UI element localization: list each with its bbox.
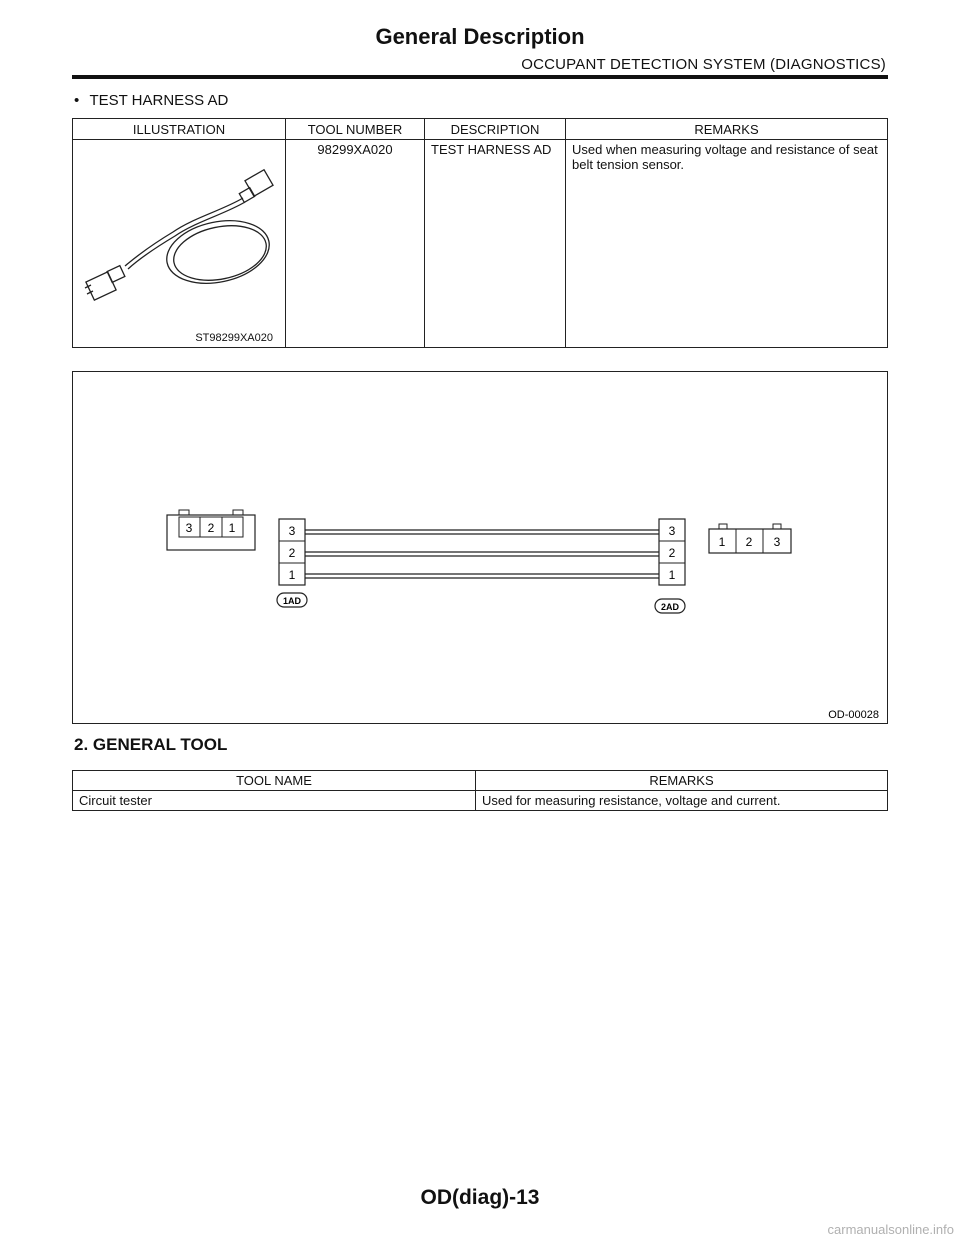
bullet-marker: • [74,92,80,109]
tool-number-cell: 98299XA020 [286,140,425,348]
right-connector [709,524,791,553]
header-rule [72,75,888,79]
connector-label-2ad [655,599,685,613]
description-cell: TEST HARNESS AD [425,140,566,348]
left-harness-pin: 1 [288,568,296,582]
right-connector-pin: 1 [718,535,726,549]
illustration-code: ST98299XA020 [195,332,273,344]
page-subtitle: OCCUPANT DETECTION SYSTEM (DIAGNOSTICS) [521,56,886,73]
harness-schematic [73,372,887,723]
right-harness-pin: 1 [668,568,676,582]
page-number: OD(diag)-13 [420,1186,540,1209]
left-connector-pin: 3 [185,521,193,535]
wiring-diagram [72,371,888,724]
table-row [73,791,888,811]
left-connector [167,510,255,550]
general-tool-table [72,770,888,811]
column-header-description: DESCRIPTION [425,119,566,140]
left-connector-pin: 2 [207,521,215,535]
right-harness-pin: 3 [668,524,676,538]
tool-remarks-cell: Used for measuring resistance, voltage and current. [476,791,888,811]
column-header-remarks: REMARKS [476,771,888,791]
remarks-cell: Used when measuring voltage and resistance of seat belt tension sensor. [566,140,888,348]
harness-wires [305,530,659,578]
special-tool-heading-text: TEST HARNESS AD [89,92,229,109]
left-harness-pin: 2 [288,546,296,560]
label-2ad: 2AD [660,602,680,612]
page-title: General Description [375,24,585,49]
table-header-row [73,771,888,791]
right-harness-block [659,519,685,585]
general-tool-heading: 2. GENERAL TOOL [74,735,228,754]
table-row [73,140,888,348]
label-1ad: 1AD [282,596,302,606]
right-connector-pin: 3 [773,535,781,549]
column-header-remarks: REMARKS [566,119,888,140]
column-header-illustration: ILLUSTRATION [73,119,286,140]
table-header-row [73,119,888,140]
tool-name-cell: Circuit tester [73,791,476,811]
illustration-cell [73,140,286,348]
left-connector-pin: 1 [228,521,236,535]
special-tool-heading [74,92,228,109]
left-harness-block [279,519,305,585]
figure-code: OD-00028 [828,709,879,721]
watermark: carmanualsonline.info [827,1222,954,1237]
right-connector-pin: 2 [745,535,753,549]
special-tool-table [72,118,888,348]
test-harness-illustration [73,140,285,345]
column-header-tool-name: TOOL NAME [73,771,476,791]
column-header-tool-number: TOOL NUMBER [286,119,425,140]
connector-label-1ad [277,593,307,607]
right-harness-pin: 2 [668,546,676,560]
left-harness-pin: 3 [288,524,296,538]
